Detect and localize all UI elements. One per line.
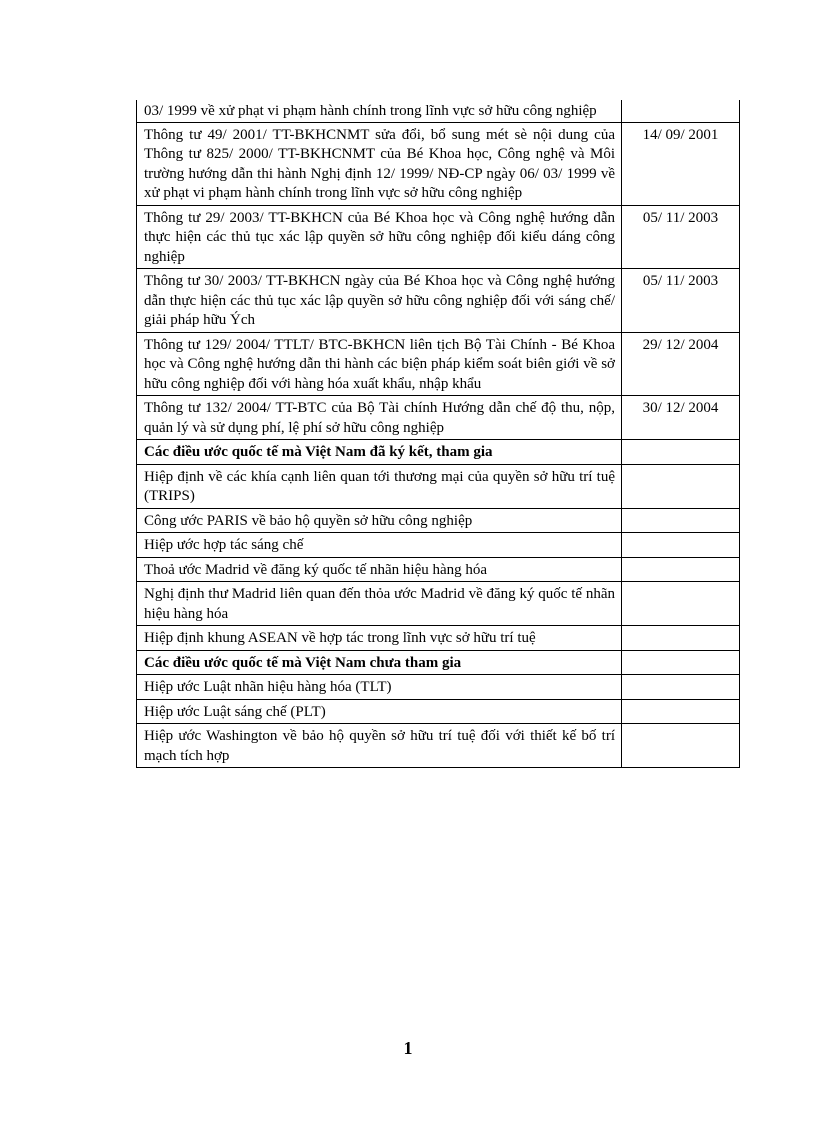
row-description: Thoả ước Madrid về đăng ký quốc tế nhãn hiệu hàng hóa <box>137 557 622 582</box>
row-date <box>622 557 740 582</box>
row-description: Thông tư 132/ 2004/ TT-BTC của Bộ Tài chính Hướng dẫn chế độ thu, nộp, quản lý và sử dụng phí, lệ phí sở hữu công nghiệp <box>137 396 622 440</box>
table-row <box>137 724 740 768</box>
row-date: 29/ 12/ 2004 <box>622 332 740 396</box>
legal-documents-table <box>136 100 740 768</box>
table-row <box>137 699 740 724</box>
row-date <box>622 508 740 533</box>
row-date <box>622 533 740 558</box>
row-date <box>622 675 740 700</box>
section-heading: Các điều ước quốc tế mà Việt Nam chưa tham gia <box>137 650 622 675</box>
table-row <box>137 100 740 122</box>
table-row <box>137 464 740 508</box>
row-description: Thông tư 49/ 2001/ TT-BKHCNMT sửa đổi, bổ sung mét sè nội dung của Thông tư 825/ 2000/ TT-BKHCNMT của Bé Khoa học, Công nghệ và Môi trường hướng dẫn thi hành Nghị định 12/ 1999/ NĐ-CP ngày 06/ 03/ 1999 về xử phạt vi phạm hành chính trong lĩnh vực sở hữu công nghiệp <box>137 122 622 205</box>
table-row <box>137 626 740 651</box>
row-description: Thông tư 29/ 2003/ TT-BKHCN của Bé Khoa học và Công nghệ hướng dẫn thực hiện các thủ tục xác lập quyền sở hữu công nghiệp đối kiểu dáng công nghiệp <box>137 205 622 269</box>
row-date <box>622 464 740 508</box>
row-date <box>622 440 740 465</box>
table-row <box>137 557 740 582</box>
row-description: Thông tư 129/ 2004/ TTLT/ BTC-BKHCN liên tịch Bộ Tài Chính - Bé Khoa học và Công nghệ hướng dẫn thi hành các biện pháp kiểm soát biên giới về sở hữu công nghiệp đối với hàng hóa xuất khẩu, nhập khẩu <box>137 332 622 396</box>
row-description: Nghị định thư Madrid liên quan đến thỏa ước Madrid về đăng ký quốc tế nhãn hiệu hàng hóa <box>137 582 622 626</box>
section-heading: Các điều ước quốc tế mà Việt Nam đã ký kết, tham gia <box>137 440 622 465</box>
table-row <box>137 332 740 396</box>
page-number: 1 <box>403 1038 413 1058</box>
row-date: 14/ 09/ 2001 <box>622 122 740 205</box>
table-row <box>137 205 740 269</box>
row-date: 05/ 11/ 2003 <box>622 205 740 269</box>
row-description: Hiệp định khung ASEAN về hợp tác trong lĩnh vực sở hữu trí tuệ <box>137 626 622 651</box>
row-description: Hiệp ước hợp tác sáng chế <box>137 533 622 558</box>
row-date <box>622 582 740 626</box>
row-date: 05/ 11/ 2003 <box>622 269 740 333</box>
row-description: Thông tư 30/ 2003/ TT-BKHCN ngày của Bé Khoa học và Công nghệ hướng dẫn thực hiện các thủ tục xác lập quyền sở hữu công nghiệp đối với sáng chế/ giải pháp hữu Ých <box>137 269 622 333</box>
table-row <box>137 269 740 333</box>
row-description: Hiệp ước Washington về bảo hộ quyền sở hữu trí tuệ đối với thiết kế bố trí mạch tích hợp <box>137 724 622 768</box>
section-header-row <box>137 440 740 465</box>
table-row <box>137 675 740 700</box>
row-description: 03/ 1999 về xử phạt vi phạm hành chính trong lĩnh vực sở hữu công nghiệp <box>137 100 622 122</box>
row-date <box>622 100 740 122</box>
row-date: 30/ 12/ 2004 <box>622 396 740 440</box>
row-date <box>622 650 740 675</box>
table-row <box>137 396 740 440</box>
table-row <box>137 582 740 626</box>
row-date <box>622 626 740 651</box>
table-row <box>137 122 740 205</box>
table-row <box>137 533 740 558</box>
row-description: Công ước PARIS về bảo hộ quyền sở hữu công nghiệp <box>137 508 622 533</box>
section-header-row <box>137 650 740 675</box>
table-row <box>137 508 740 533</box>
row-description: Hiệp định về các khía cạnh liên quan tới thương mại của quyền sở hữu trí tuệ (TRIPS) <box>137 464 622 508</box>
row-description: Hiệp ước Luật sáng chế (PLT) <box>137 699 622 724</box>
row-date <box>622 699 740 724</box>
row-description: Hiệp ước Luật nhãn hiệu hàng hóa (TLT) <box>137 675 622 700</box>
row-date <box>622 724 740 768</box>
